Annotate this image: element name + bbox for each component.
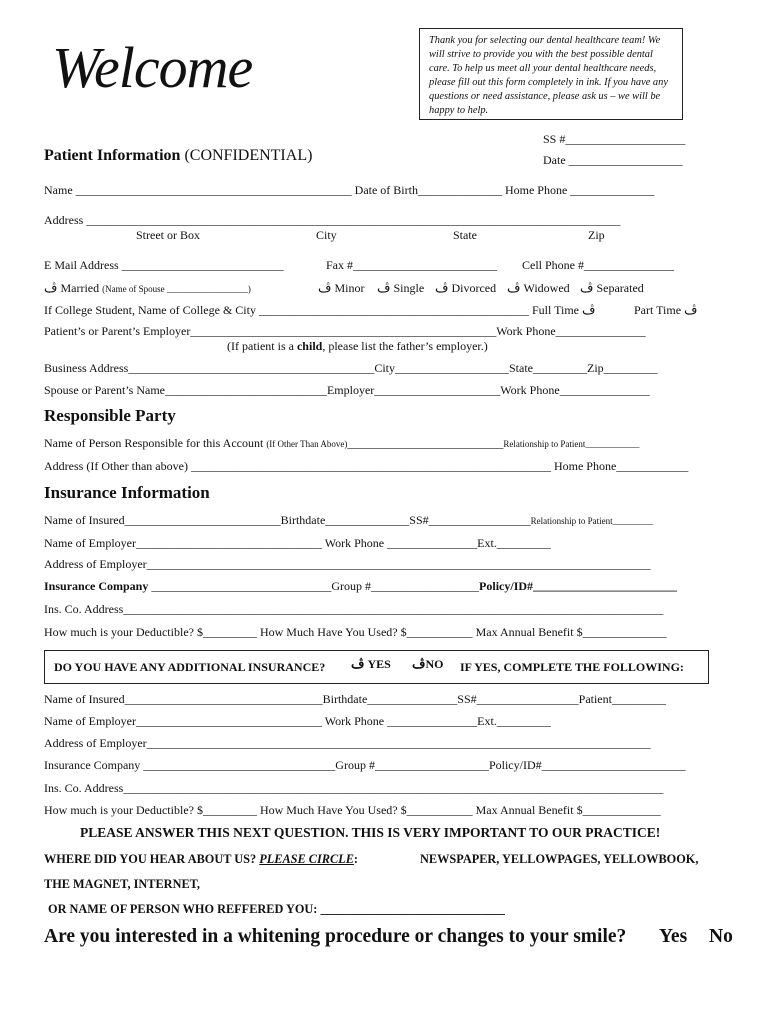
email-field[interactable]: E Mail Address ___________________________ xyxy=(44,258,284,272)
confidential-label: (CONFIDENTIAL) xyxy=(184,147,313,164)
street-label: Street or Box xyxy=(136,228,200,242)
additional-employer-address-row[interactable]: Address of Employer____________________________________________________________________________________ xyxy=(44,736,651,750)
minor-checkbox-icon[interactable]: ڤ xyxy=(318,280,332,295)
insurance-heading: Insurance Information xyxy=(44,483,210,502)
date-field[interactable]: Date ___________________ xyxy=(543,153,683,167)
widowed-option[interactable]: ڤ Widowed xyxy=(507,280,570,295)
no-checkbox-icon[interactable]: ڤ xyxy=(412,656,426,671)
welcome-title: Welcome xyxy=(52,35,253,100)
business-address-row[interactable]: Business Address_________________________________________City___________________State_________Zip_________ xyxy=(44,361,658,375)
referred-row[interactable]: OR NAME OF PERSON WHO REFFERED YOU: ______________________________ xyxy=(48,902,505,916)
name-row[interactable]: Name ______________________________________________ Date of Birth______________ Home Phone ______________ xyxy=(44,183,655,197)
part-time-checkbox-icon[interactable]: ڤ xyxy=(684,302,698,317)
responsible-address-row[interactable]: Address (If Other than above) ____________________________________________________________ Home Phone____________ xyxy=(44,459,689,473)
additional-yes-option[interactable]: ڤ YES xyxy=(351,656,391,671)
address-field[interactable]: Address _________________________________________________________________________________________ xyxy=(44,213,621,227)
responsible-person-row[interactable]: Name of Person Responsible for this Account (If Other Than Above)__________________________Relationship to Patient____________ xyxy=(44,436,640,450)
cell-field[interactable]: Cell Phone #_______________ xyxy=(522,258,674,272)
insurance-company-row[interactable]: Insurance Company ______________________________Group #__________________Policy/ID#________________________ xyxy=(44,579,678,593)
additional-deductible-row[interactable]: How much is your Deductible? $_________ How Much Have You Used? $___________ Max Annual Benefit $_____________ xyxy=(44,803,661,817)
married-checkbox-icon[interactable]: ڤ xyxy=(44,280,58,295)
whitening-no[interactable]: No xyxy=(709,926,733,947)
separated-checkbox-icon[interactable]: ڤ xyxy=(580,280,594,295)
single-option[interactable]: ڤ Single xyxy=(377,280,425,295)
patient-section-heading xyxy=(44,147,312,165)
married-label: Married xyxy=(60,281,100,295)
divorced-checkbox-icon[interactable]: ڤ xyxy=(435,280,449,295)
insured-row[interactable]: Name of Insured__________________________Birthdate______________SS#_________________Relationship to Patient_________ xyxy=(44,513,654,527)
additional-employer-row[interactable]: Name of Employer_______________________________ Work Phone _______________Ext._________ xyxy=(44,714,551,728)
insurance-employer-address-row[interactable]: Address of Employer____________________________________________________________________________________ xyxy=(44,557,651,571)
whitening-question: Are you interested in a whitening procedure or changes to your smile? xyxy=(44,926,627,947)
additional-ins-address-row[interactable]: Ins. Co. Address__________________________________________________________________________________________ xyxy=(44,781,664,795)
additional-insured-row[interactable]: Name of Insured_________________________________Birthdate_______________SS#_________________Patient_________ xyxy=(44,692,666,706)
patient-title: Patient Information xyxy=(44,147,181,164)
full-time-checkbox-icon[interactable]: ڤ xyxy=(582,302,596,317)
spouse-parent-row[interactable]: Spouse or Parent’s Name___________________________Employer_____________________Work Phone_______________ xyxy=(44,383,650,397)
heard-options[interactable]: NEWSPAPER, YELLOWPAGES, YELLOWBOOK, xyxy=(420,852,699,866)
additional-question: DO YOU HAVE ANY ADDITIONAL INSURANCE? xyxy=(54,660,326,674)
single-checkbox-icon[interactable]: ڤ xyxy=(377,280,391,295)
spouse-note[interactable]: (Name of Spouse __________________) xyxy=(102,284,251,294)
if-yes-label: IF YES, COMPLETE THE FOLLOWING: xyxy=(460,660,684,674)
where-heard-row: WHERE DID YOU HEAR ABOUT US? PLEASE CIRCLE: xyxy=(44,852,359,866)
responsible-heading: Responsible Party xyxy=(44,406,176,425)
ins-co-address-row[interactable]: Ins. Co. Address__________________________________________________________________________________________ xyxy=(44,602,664,616)
employer-note: (If patient is a child, please list the father’s employer.) xyxy=(227,339,488,353)
important-notice: PLEASE ANSWER THIS NEXT QUESTION. THIS IS VERY IMPORTANT TO OUR PRACTICE! xyxy=(80,825,661,840)
marital-row xyxy=(44,280,251,296)
heard-options-2[interactable]: THE MAGNET, INTERNET, xyxy=(44,877,201,891)
minor-option[interactable]: ڤ Minor xyxy=(318,280,365,295)
city-label: City xyxy=(316,228,337,242)
widowed-checkbox-icon[interactable]: ڤ xyxy=(507,280,521,295)
separated-option[interactable]: ڤ Separated xyxy=(580,280,644,295)
zip-label: Zip xyxy=(588,228,605,242)
additional-no-option[interactable]: ڤNO xyxy=(412,656,444,671)
whitening-yes[interactable]: Yes xyxy=(659,926,688,947)
insurance-employer-row[interactable]: Name of Employer_______________________________ Work Phone _______________Ext._________ xyxy=(44,536,551,550)
deductible-row[interactable]: How much is your Deductible? $_________ How Much Have You Used? $___________ Max Annual Benefit $______________ xyxy=(44,625,667,639)
ss-field[interactable]: SS #____________________ xyxy=(543,132,686,146)
fax-field[interactable]: Fax #________________________ xyxy=(326,258,497,272)
divorced-option[interactable]: ڤ Divorced xyxy=(435,280,497,295)
employer-row[interactable]: Patient’s or Parent’s Employer___________________________________________________Work Phone_______________ xyxy=(44,324,646,338)
part-time-option[interactable]: Part Time ڤ xyxy=(634,302,698,317)
additional-company-row[interactable]: Insurance Company ________________________________Group #___________________Policy/ID#________________________ xyxy=(44,758,686,772)
state-label: State xyxy=(453,228,477,242)
yes-checkbox-icon[interactable]: ڤ xyxy=(351,656,365,671)
intro-box: Thank you for selecting our dental healthcare team! We will strive to provide you with the best possible dental care. To help us meet all your dental healthcare needs, please fill out this form completely in ink. If you have any questions or need assistance, please ask us – we will be happy to help. xyxy=(419,28,683,120)
college-row[interactable]: If College Student, Name of College & City _____________________________________________ Full Time ڤ xyxy=(44,302,596,317)
